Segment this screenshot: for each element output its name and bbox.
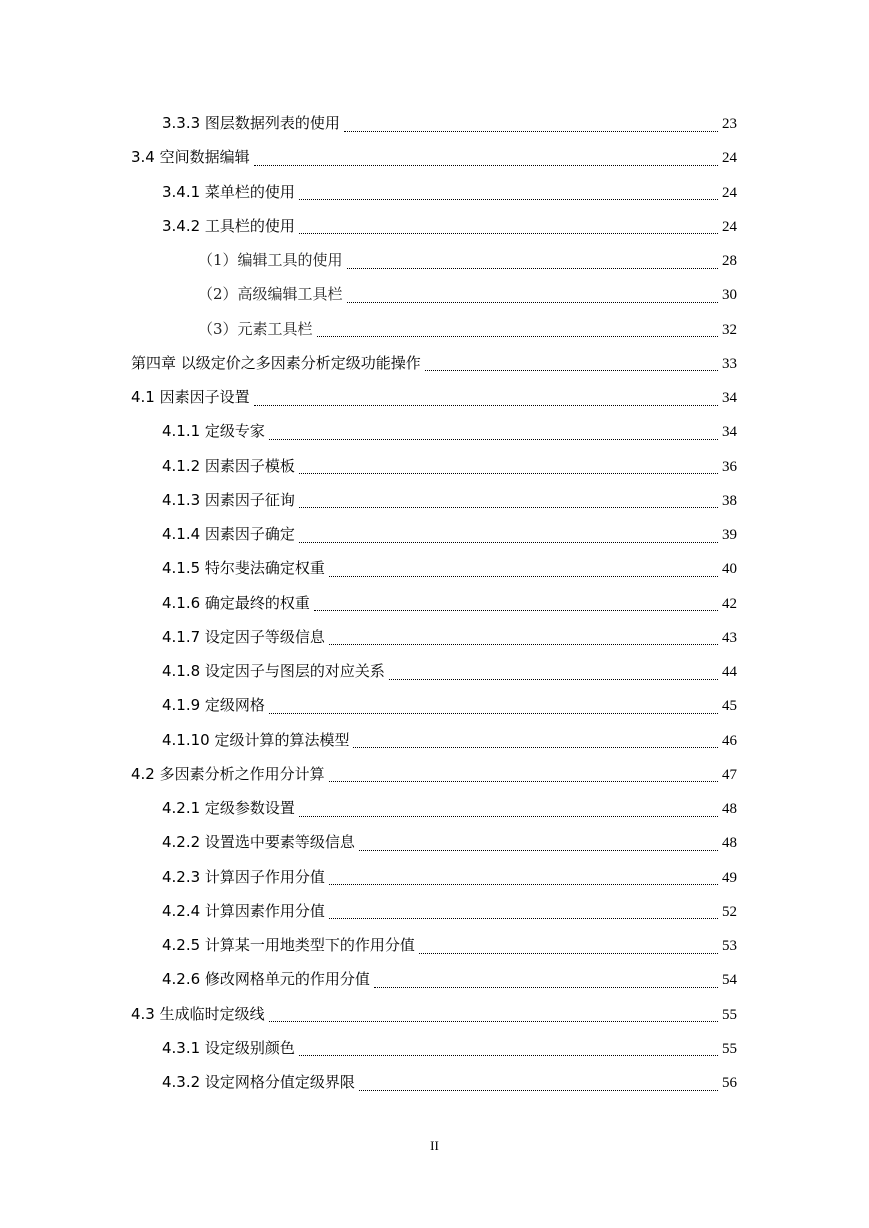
dot-leader <box>299 189 718 200</box>
toc-entry-title: 4.2.2 设置选中要素等级信息 <box>162 833 355 852</box>
toc-entry[interactable] <box>162 420 737 442</box>
dot-leader <box>254 395 718 406</box>
toc-entry-title: 4.1.6 确定最终的权重 <box>162 593 310 612</box>
dot-leader <box>299 806 718 817</box>
toc-entry-page: 34 <box>722 424 737 441</box>
toc-entry-title: 4.2.5 计算某一用地类型下的作用分值 <box>162 936 415 954</box>
toc-entry-page: 54 <box>722 972 737 989</box>
toc-entry-page: 48 <box>722 801 737 817</box>
dot-leader <box>299 1045 718 1056</box>
toc-entry-title: 4.1.9 定级网格 <box>162 696 265 715</box>
dot-leader <box>389 669 718 680</box>
toc-entry[interactable] <box>162 455 737 477</box>
toc-entry[interactable] <box>162 1071 737 1093</box>
toc-entry[interactable] <box>131 1003 737 1025</box>
toc-entry-page: 53 <box>722 938 737 954</box>
toc-entry[interactable] <box>162 797 737 819</box>
dot-leader <box>317 326 718 337</box>
toc-entry[interactable] <box>131 352 737 374</box>
toc-entry-page: 45 <box>722 698 737 715</box>
toc-entry-title: 3.4.1 菜单栏的使用 <box>162 182 295 201</box>
toc-entry-title: （1）编辑工具的使用 <box>198 251 343 269</box>
toc-entry-title: 4.2 多因素分析之作用分计算 <box>131 764 325 783</box>
toc-entry-title: 4.2.4 计算因素作用分值 <box>162 901 325 920</box>
dot-leader <box>329 771 718 782</box>
dot-leader <box>374 977 718 988</box>
toc-entry[interactable] <box>198 283 737 305</box>
dot-leader <box>425 360 718 371</box>
page-number-footer: II <box>430 1138 439 1153</box>
toc-entry[interactable] <box>162 1037 737 1059</box>
toc-entry-title: 4.1.4 因素因子确定 <box>162 525 295 543</box>
dot-leader <box>269 703 718 714</box>
toc-entry-page: 39 <box>722 527 737 543</box>
toc-entry-page: 24 <box>722 150 737 167</box>
toc-entry[interactable] <box>131 386 737 408</box>
toc-entry-page: 23 <box>722 116 737 132</box>
toc-entry[interactable] <box>162 694 737 716</box>
toc-entry-page: 30 <box>722 287 737 304</box>
dot-leader <box>347 258 718 269</box>
dot-leader <box>353 737 718 748</box>
toc-entry[interactable] <box>162 489 737 511</box>
toc-entry-title: 4.1.5 特尔斐法确定权重 <box>162 559 325 578</box>
toc-entry-page: 32 <box>722 321 737 338</box>
toc-entry-title: 4.2.1 定级参数设置 <box>162 799 295 817</box>
toc-entry-title: （3）元素工具栏 <box>198 319 313 338</box>
toc-entry-title: 4.2.6 修改网格单元的作用分值 <box>162 970 370 989</box>
dot-leader <box>314 600 718 611</box>
toc-entry[interactable] <box>162 215 737 237</box>
toc-entry-page: 24 <box>722 218 737 235</box>
toc-entry[interactable] <box>162 729 737 751</box>
dot-leader <box>359 840 718 851</box>
toc-entry[interactable] <box>162 557 737 579</box>
dot-leader <box>329 634 718 645</box>
toc-entry-page: 55 <box>722 1040 737 1057</box>
toc-entry[interactable] <box>162 900 737 922</box>
toc-entry[interactable] <box>162 112 737 134</box>
toc-entry[interactable] <box>162 181 737 203</box>
dot-leader <box>419 943 718 954</box>
toc-entry[interactable] <box>162 626 737 648</box>
toc-entry[interactable] <box>131 146 737 168</box>
toc-entry-title: 4.1.10 定级计算的算法模型 <box>162 730 350 749</box>
dot-leader <box>299 463 718 474</box>
toc-entry-page: 36 <box>722 458 737 475</box>
toc-entry-title: 4.2.3 计算因子作用分值 <box>162 867 325 886</box>
toc-entry-title: 4.1.2 因素因子模板 <box>162 456 295 475</box>
dot-leader <box>299 223 718 234</box>
dot-leader <box>329 908 718 919</box>
toc-entry-page: 33 <box>722 355 737 372</box>
toc-entry-title: 第四章 以级定价之多因素分析定级功能操作 <box>131 353 421 372</box>
toc-entry-title: （2）高级编辑工具栏 <box>198 285 343 304</box>
toc-entry-page: 34 <box>722 390 737 406</box>
dot-leader <box>329 566 718 577</box>
toc-entry-page: 46 <box>722 732 737 749</box>
toc-entry-title: 4.1.1 定级专家 <box>162 422 265 441</box>
dot-leader <box>269 1011 718 1022</box>
dot-leader <box>299 532 718 543</box>
toc-entry-title: 4.1.3 因素因子征询 <box>162 490 295 509</box>
toc-entry-page: 55 <box>722 1006 737 1023</box>
toc-entry-title: 3.3.3 图层数据列表的使用 <box>162 114 340 132</box>
toc-entry-title: 3.4 空间数据编辑 <box>131 148 250 167</box>
toc-entry-title: 4.3.1 设定级别颜色 <box>162 1038 295 1057</box>
toc-entry-page: 47 <box>722 766 737 783</box>
toc-entry[interactable] <box>198 249 737 271</box>
toc-entry-page: 43 <box>722 629 737 646</box>
toc-entry-title: 4.3.2 设定网格分值定级界限 <box>162 1073 355 1091</box>
toc-entry-page: 49 <box>722 869 737 886</box>
dot-leader <box>269 429 718 440</box>
toc-entry-page: 56 <box>722 1075 737 1091</box>
toc-entry[interactable] <box>131 763 737 785</box>
toc-entry-title: 4.1 因素因子设置 <box>131 388 250 406</box>
toc-entry-page: 42 <box>722 595 737 612</box>
toc-entry-title: 3.4.2 工具栏的使用 <box>162 216 295 235</box>
toc-entry[interactable] <box>162 968 737 990</box>
toc-entry[interactable] <box>162 866 737 888</box>
toc-entry-title: 4.1.7 设定因子等级信息 <box>162 627 325 646</box>
dot-leader <box>359 1080 718 1091</box>
toc-entry-page: 48 <box>722 835 737 852</box>
toc-entry-page: 44 <box>722 664 737 680</box>
toc-entry-page: 52 <box>722 903 737 920</box>
toc-entry-page: 28 <box>722 253 737 269</box>
toc-entry-title: 4.3 生成临时定级线 <box>131 1004 265 1023</box>
toc-entry-page: 40 <box>722 561 737 578</box>
dot-leader <box>299 497 718 508</box>
toc-entry-title: 4.1.8 设定因子与图层的对应关系 <box>162 662 385 680</box>
toc-entry[interactable] <box>162 660 737 682</box>
toc-entry[interactable] <box>162 592 737 614</box>
dot-leader <box>347 292 718 303</box>
dot-leader <box>344 121 718 132</box>
toc-entry[interactable] <box>162 934 737 956</box>
toc-entry[interactable] <box>162 831 737 853</box>
toc-entry[interactable] <box>162 523 737 545</box>
toc-entry-page: 24 <box>722 184 737 201</box>
toc-entry-page: 38 <box>722 492 737 509</box>
dot-leader <box>329 874 718 885</box>
toc-entry[interactable] <box>198 318 737 340</box>
dot-leader <box>254 155 718 166</box>
